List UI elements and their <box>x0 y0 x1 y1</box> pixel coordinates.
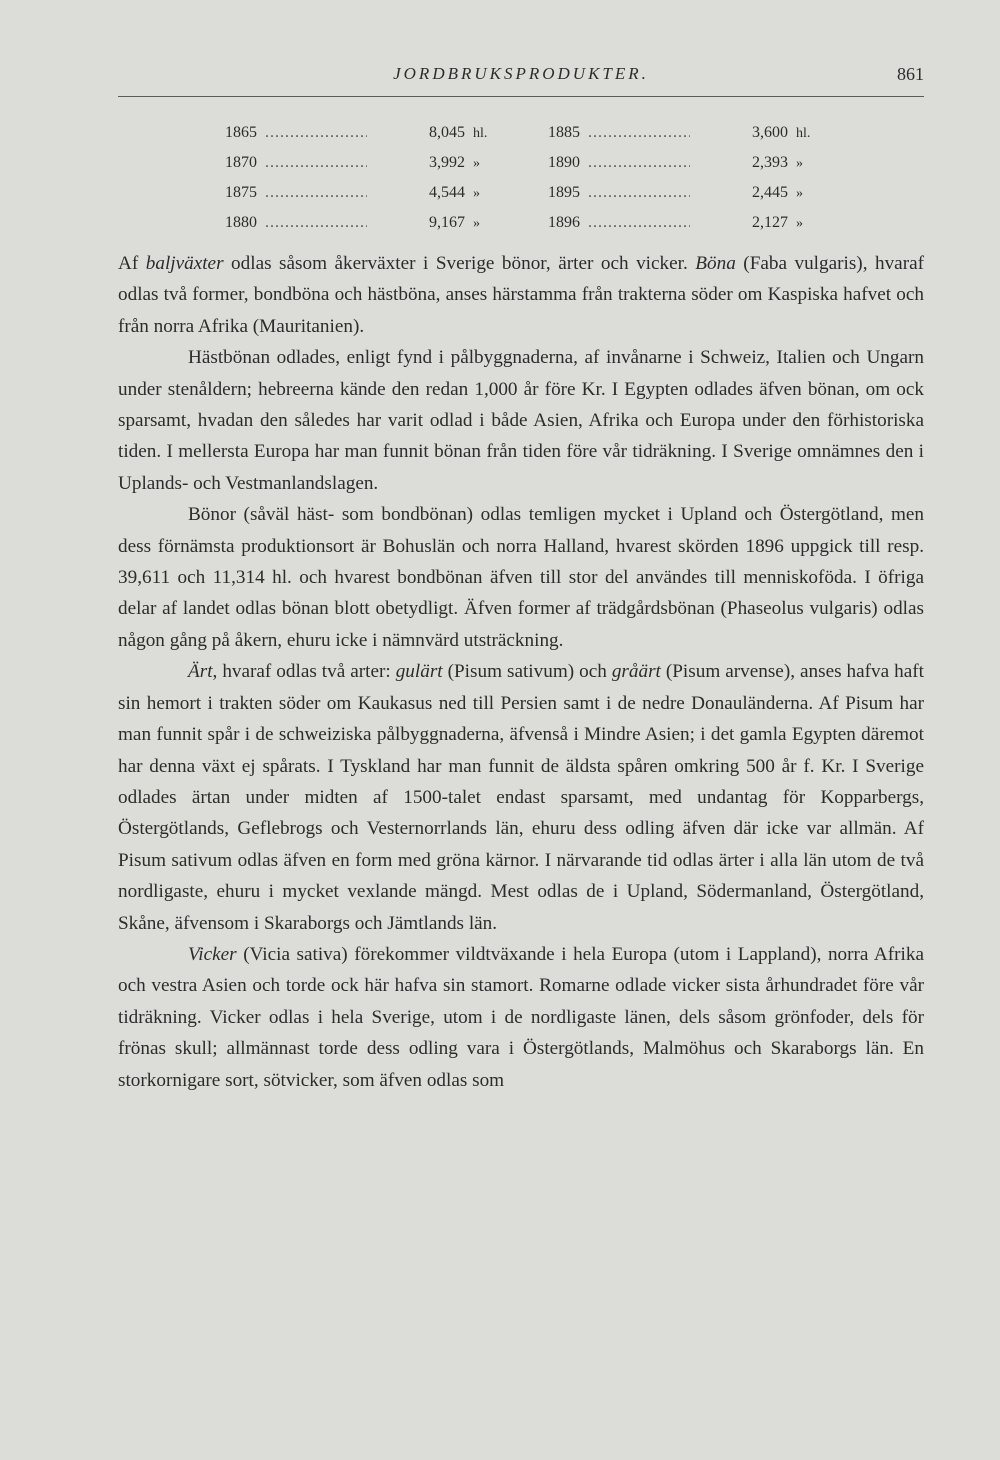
page-number: 861 <box>897 64 924 84</box>
table-year: 1890 <box>548 154 580 171</box>
table-row <box>548 184 828 214</box>
table-unit: » <box>796 186 803 201</box>
table-unit: » <box>473 156 480 171</box>
table-row <box>225 214 505 244</box>
leader-dots <box>588 124 690 142</box>
table-row <box>225 154 505 184</box>
table-value: 2,445 <box>752 184 788 201</box>
term-baljvaxter: baljväxter <box>145 253 224 274</box>
page-header <box>118 64 924 94</box>
table-unit: » <box>473 186 480 201</box>
paragraph-bean-cultivation: Bönor (såväl häst- som bondbönan) odlas temligen mycket i Upland och Östergötland, men dess förnämsta produktionsort är Bohuslän och norra Halland, hvarest skörden 1896 uppgick till resp. 39,611 och 11,314 hl. och hvarest bondbönan äfven till stor del användes till menniskoföda. I öfriga delar af landet odlas bönan blott obetydligt. Äfven former af trädgårdsbönan (Phaseolus vulgaris) odlas någon gång på åkern, ehuru icke i nämnvärd utsträckning. <box>118 504 924 651</box>
text-run: (Pisum sativum) och <box>442 661 612 683</box>
table-row <box>225 184 505 214</box>
leader-dots <box>265 184 367 202</box>
text-run: (Pisum arvense), anses hafva haft sin hemort i trakten söder om Kaukasus ned till Persien samt i de nedre Donauländerna. Af Pisum har man funnit spår i de schweiziska pålbyggnaderna, äfvenså i Mindre Asien; i det gamla Egypten däremot har denna växt ej spårats. I Tyskland har man funnit de äldsta spåren omkring 500 år f. Kr. I Sverige odlades ärtan under midten af 1500-talet endast sparsamt, med undantag för Kopparbergs, Östergötlands, Geflebrogs och Vesternorrlands län, ehuru dess odling äfven där icke var allmän. Af Pisum sativum odlas äfven en form med gröna kärnor. I närvarande tid odlas ärter i alla län utom de två nordligaste, ehuru i mycket vexlande mängd. Mest odlas de i Upland, Södermanland, Östergötland, Skåne, äfvensom i Skaraborgs och Jämtlands län. <box>118 661 924 934</box>
table-value: 3,992 <box>429 154 465 171</box>
running-title: JORDBRUKSPRODUKTER. <box>393 64 649 83</box>
table-unit: hl. <box>796 126 811 141</box>
leader-dots <box>265 214 367 232</box>
paragraph-pea <box>118 656 924 939</box>
table-value: 3,600 <box>752 124 788 141</box>
table-year: 1865 <box>225 124 257 141</box>
table-unit: » <box>473 216 480 231</box>
table-year: 1870 <box>225 154 257 171</box>
table-value: 2,393 <box>752 154 788 171</box>
text-run: Af <box>118 253 146 274</box>
leader-dots <box>588 214 690 232</box>
table-unit: » <box>796 156 803 171</box>
table-row <box>548 124 828 154</box>
text-run: , hvaraf odlas två arter: <box>212 661 396 683</box>
term-art: Ärt <box>188 661 213 683</box>
table-year: 1895 <box>548 184 580 201</box>
table-value: 4,544 <box>429 184 465 201</box>
paragraph-vetch <box>118 939 924 1096</box>
leader-dots <box>588 154 690 172</box>
leader-dots <box>588 184 690 202</box>
text-run: (Faba vulgaris), hvaraf odlas två former, bondböna och hästböna, anses härstamma från trakterna söder om Kaspiska hafvet och från norra Afrika (Mauritanien). <box>118 253 924 337</box>
table-value: 2,127 <box>752 214 788 231</box>
table-year: 1896 <box>548 214 580 231</box>
table-year: 1885 <box>548 124 580 141</box>
table-unit: hl. <box>473 126 488 141</box>
term-gulart: gulärt <box>395 661 443 683</box>
header-rule <box>118 96 924 97</box>
table-year: 1880 <box>225 214 257 231</box>
term-vicker: Vicker <box>188 943 237 965</box>
paragraph-legumes-intro <box>118 248 924 342</box>
leader-dots <box>265 154 367 172</box>
table-row <box>548 154 828 184</box>
term-graart: gråärt <box>611 661 661 683</box>
table-value: 9,167 <box>429 214 465 231</box>
text-run: odlas såsom åkerväxter i Sverige bönor, ärter och vicker. <box>223 253 696 274</box>
body-text <box>118 248 924 1096</box>
harvest-table-left-column <box>225 124 505 244</box>
paragraph-horse-bean-history: Hästbönan odlades, enligt fynd i pålbyggnaderna, af invånarne i Schweiz, Italien och Ungarn under stenåldern; hebreerna kände den redan 1,000 år före Kr. I Egypten odlades äfven bönan, om ock sparsamt, hvadan den således har varit odlad i både Asien, Afrika och Europa under den förhistoriska tiden. I mellersta Europa har man funnit bönan från tiden före vår tidräkning. I Sverige omnämnes den i Uplands- och Vestmanlandslagen. <box>118 347 924 494</box>
table-value: 8,045 <box>429 124 465 141</box>
table-row <box>548 214 828 244</box>
table-unit: » <box>796 216 803 231</box>
table-year: 1875 <box>225 184 257 201</box>
text-run: (Vicia sativa) förekommer vildtväxande i hela Europa (utom i Lappland), norra Afrika och vestra Asien och torde ock här hafva sin stamort. Romarne odlade vicker sista århundradet före vår tidräkning. Vicker odlas i hela Sverige, utom i de nordligaste länen, dels såsom grönfoder, dels för frönas skull; allmännast torde dess odling vara i Östergötlands, Malmöhus och Skaraborgs län. En storkornigare sort, sötvicker, som äfven odlas som <box>118 943 924 1091</box>
term-bona: Böna <box>695 253 736 274</box>
harvest-table-right-column <box>548 124 828 244</box>
table-row <box>225 124 505 154</box>
leader-dots <box>265 124 367 142</box>
